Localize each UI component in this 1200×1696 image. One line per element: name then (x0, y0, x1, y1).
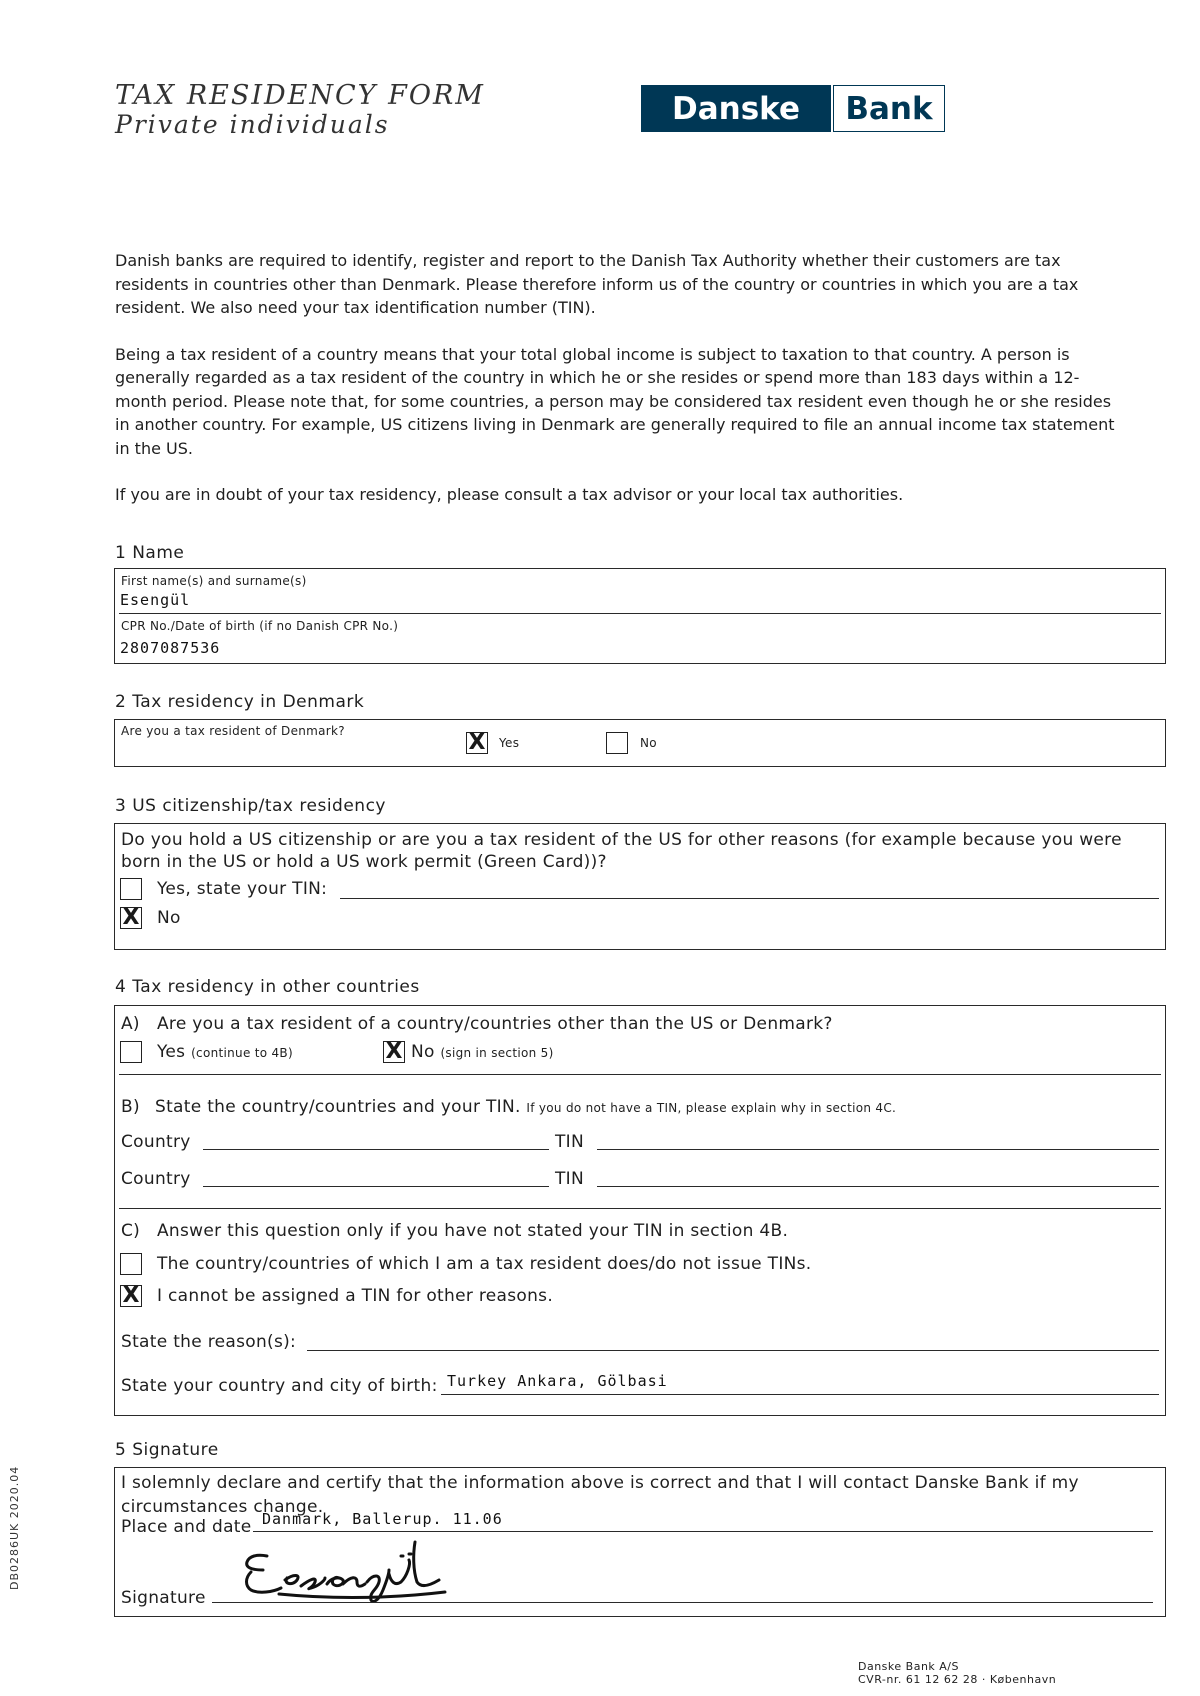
denmark-yes-label: Yes (499, 736, 520, 750)
us-yes-checkbox[interactable] (120, 878, 142, 900)
part-b-letter: B) (121, 1097, 140, 1117)
country-field-1[interactable] (203, 1149, 549, 1150)
part-a-question: Are you a tax resident of a country/countries other than the US or Denmark? (157, 1014, 833, 1034)
birth-label: State your country and city of birth: (121, 1376, 438, 1396)
us-no-label: No (157, 908, 181, 928)
tin-field-1[interactable] (597, 1149, 1159, 1150)
no-tin-assigned-checkbox[interactable] (120, 1285, 142, 1307)
cpr-label: CPR No./Date of birth (if no Danish CPR No.) (121, 619, 399, 633)
intro-paragraph-1: Danish banks are required to identify, register and report to the Danish Tax Authority whether their customers are tax residents in countries other than Denmark. Please therefore inform us of the country or countries in which you are a tax resident. We also need your tax identification number (TIN). (115, 251, 1079, 317)
birth-field (441, 1394, 1159, 1395)
other-yes-text: Yes (157, 1042, 186, 1062)
signature-image (239, 1534, 469, 1608)
name-label: First name(s) and surname(s) (121, 574, 307, 588)
us-tin-field[interactable] (340, 898, 1159, 899)
other-yes-note: (continue to 4B) (191, 1046, 293, 1060)
part-b-text (155, 1097, 896, 1117)
name-underline (119, 613, 1161, 614)
check-mark-icon: X (468, 730, 486, 755)
section-5-box (114, 1467, 1166, 1617)
tin-label-1: TIN (555, 1132, 585, 1152)
part-c-text: Answer this question only if you have not stated your TIN in section 4B. (157, 1221, 789, 1241)
section-2-heading: 2 Tax residency in Denmark (115, 692, 365, 712)
country-label-1: Country (121, 1132, 191, 1152)
other-yes-label (157, 1042, 293, 1062)
reason-label: State the reason(s): (121, 1332, 297, 1352)
country-label-2: Country (121, 1169, 191, 1189)
section-3-heading: 3 US citizenship/tax residency (115, 796, 386, 816)
section-4-box (114, 1005, 1166, 1416)
part-a-letter: A) (121, 1014, 140, 1034)
section-1-heading: 1 Name (115, 543, 185, 563)
intro-paragraph-2: Being a tax resident of a country means that your total global income is subject to taxation to that country. A person is generally regarded as a tax resident of the country in which he or she resides or spend more than 183 days within a 12-month period. Please note that, for some countries, a person may be considered tax resident even though he or she resides in another country. For example, US citizens living in Denmark are generally required to file an annual income tax statement in the US. (115, 344, 1115, 458)
signature-field (212, 1602, 1153, 1603)
cpr-field[interactable]: 2807087536 (120, 639, 221, 657)
place-date-field (253, 1531, 1153, 1532)
logo-light-part: Bank (833, 85, 945, 132)
logo-dark-part: Danske (641, 85, 831, 132)
part-b-divider (119, 1208, 1161, 1209)
part-b-instruction: State the country/countries and your TIN. (155, 1097, 521, 1117)
tin-field-2[interactable] (597, 1186, 1159, 1187)
danske-bank-logo (641, 85, 945, 132)
intro-text (115, 249, 1115, 507)
us-yes-label: Yes, state your TIN: (157, 879, 328, 899)
part-a-divider (119, 1074, 1161, 1075)
check-mark-icon: X (122, 1283, 140, 1308)
reason-field[interactable] (307, 1350, 1159, 1351)
part-c-letter: C) (121, 1221, 141, 1241)
section-3-box (114, 823, 1166, 950)
place-date-value[interactable]: Danmark, Ballerup. 11.06 (262, 1510, 503, 1528)
no-tin-assigned-label: I cannot be assigned a TIN for other reasons. (157, 1286, 554, 1306)
section-1-box (114, 568, 1166, 664)
no-tin-issued-checkbox[interactable] (120, 1253, 142, 1275)
check-mark-icon: X (385, 1039, 403, 1064)
country-field-2[interactable] (203, 1186, 549, 1187)
name-field[interactable]: Esengül (120, 591, 191, 609)
other-no-label (411, 1042, 554, 1062)
form-subtitle: Private individuals (115, 110, 390, 139)
birth-field-value[interactable]: Turkey Ankara, Gölbasi (447, 1372, 668, 1390)
denmark-question: Are you a tax resident of Denmark? (121, 724, 345, 738)
no-tin-issued-label: The country/countries of which I am a tax resident does/do not issue TINs. (157, 1254, 812, 1274)
other-no-checkbox[interactable] (383, 1041, 405, 1063)
denmark-no-checkbox[interactable] (606, 732, 628, 754)
intro-paragraph-3: If you are in doubt of your tax residency, please consult a tax advisor or your local tax authorities. (115, 485, 904, 504)
form-code: DB0286UK 2020.04 (8, 1465, 21, 1590)
signature-label: Signature (121, 1588, 206, 1608)
us-question: Do you hold a US citizenship or are you a tax resident of the US for other reasons (for example because you were born in the US or hold a US work permit (Green Card))? (121, 830, 1122, 872)
denmark-yes-checkbox[interactable] (466, 732, 488, 754)
other-no-note: (sign in section 5) (440, 1046, 554, 1060)
declaration-text: I solemnly declare and certify that the information above is correct and that I will contact Danske Bank if my circumstances change. (121, 1473, 1079, 1517)
handwritten-signature (239, 1534, 469, 1604)
section-5-heading: 5 Signature (115, 1440, 219, 1460)
denmark-no-label: No (640, 736, 657, 750)
part-b-note: If you do not have a TIN, please explain why in section 4C. (526, 1101, 897, 1115)
place-date-label: Place and date (121, 1517, 252, 1537)
us-no-checkbox[interactable] (120, 907, 142, 929)
section-4-heading: 4 Tax residency in other countries (115, 977, 420, 997)
section-2-box (114, 719, 1166, 767)
check-mark-icon: X (122, 905, 140, 930)
other-yes-checkbox[interactable] (120, 1041, 142, 1063)
tin-label-2: TIN (555, 1169, 585, 1189)
footer-company: Danske Bank A/S (858, 1660, 959, 1673)
form-title: TAX RESIDENCY FORM (115, 80, 485, 111)
other-no-text: No (411, 1042, 435, 1062)
footer-cvr: CVR-nr. 61 12 62 28 · København (858, 1673, 1057, 1686)
